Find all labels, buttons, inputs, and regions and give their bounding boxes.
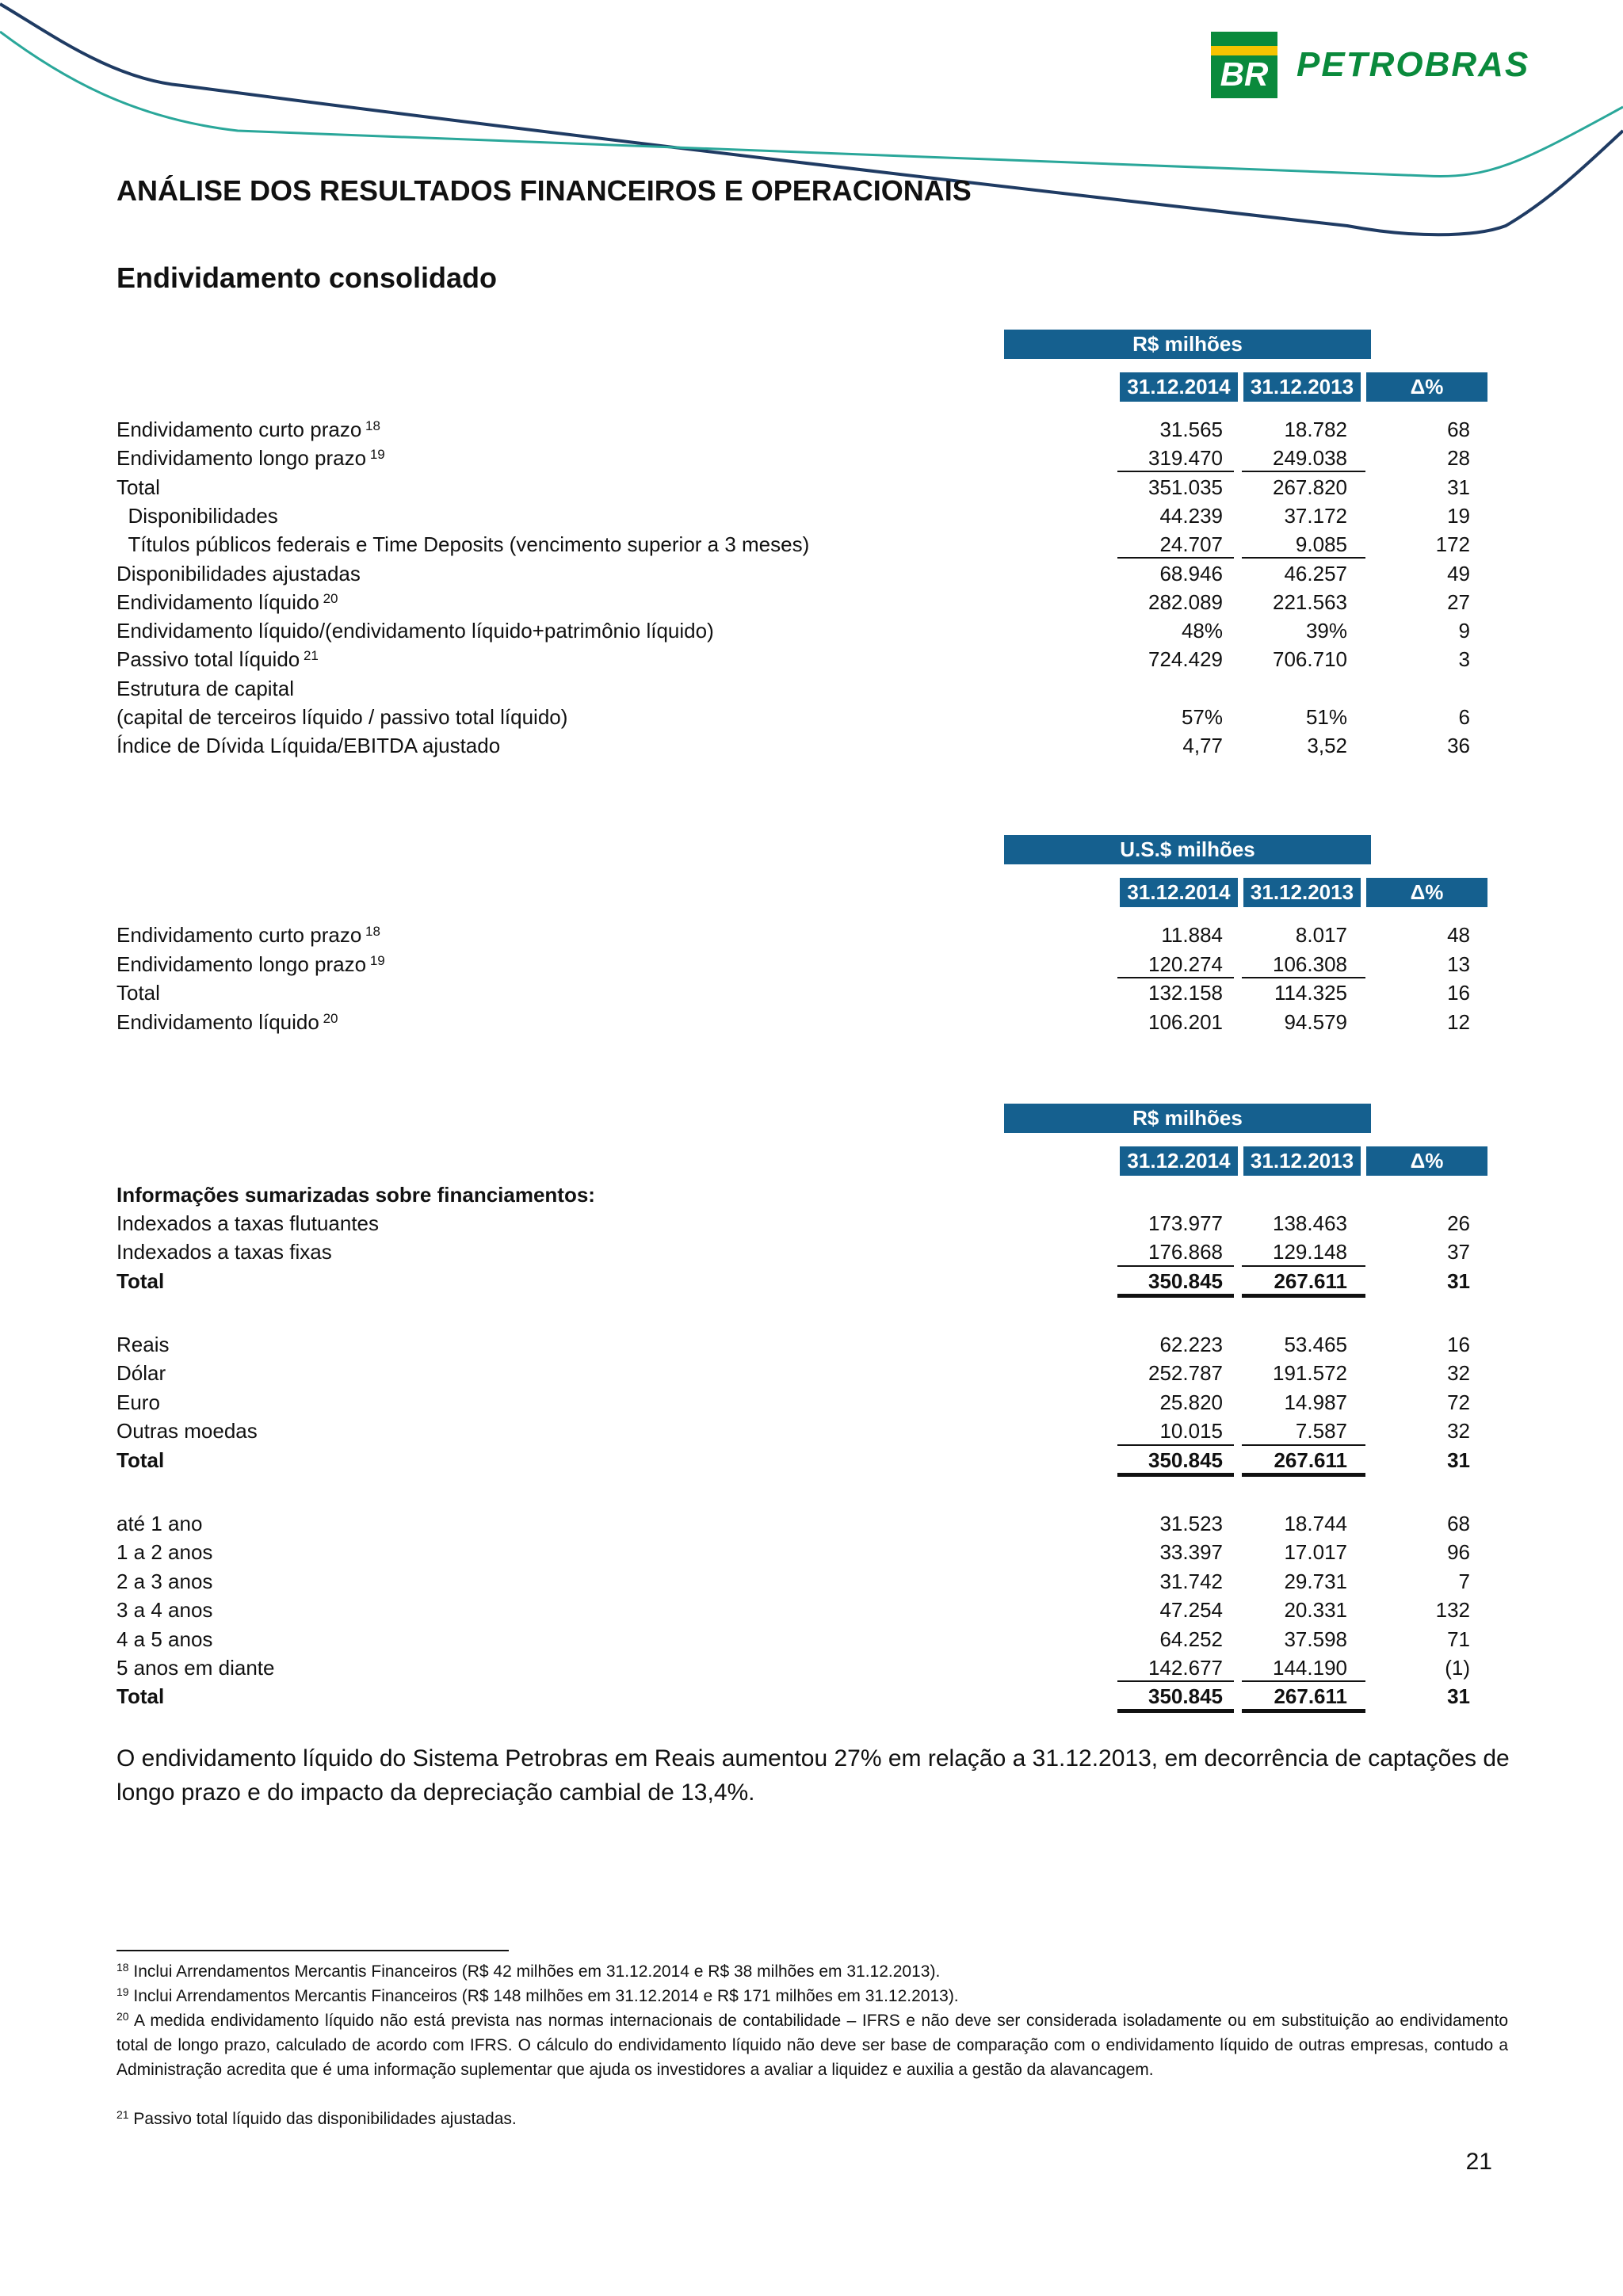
row-label: Reais [116, 1333, 170, 1356]
cell-2014: 47.254 [1159, 1598, 1223, 1623]
cell-2013: 51% [1305, 705, 1347, 729]
cell-delta: 12 [1447, 1009, 1470, 1034]
cell-2014: 11.884 [1161, 923, 1223, 947]
table1-col1: 31.12.2014 [1120, 372, 1238, 402]
cell-2013: 267.611 [1274, 1447, 1347, 1472]
cell-delta: 68 [1447, 1512, 1470, 1535]
cell-2014: 33.397 [1159, 1540, 1223, 1565]
row-label: Endividamento líquido/(endividamento líquido+patrimônio líquido) [116, 619, 714, 643]
row-label: Total [116, 1684, 165, 1709]
cell-2013: 129.148 [1273, 1240, 1347, 1264]
footnote-ref: 18 [361, 924, 380, 939]
cell-2013: 17.017 [1284, 1540, 1347, 1565]
cell-2013: 37.598 [1284, 1627, 1347, 1651]
cell-2013: 3,52 [1307, 734, 1347, 758]
cell-2014: 31.565 [1159, 418, 1223, 441]
cell-2013: 249.038 [1273, 446, 1347, 471]
table-row [116, 978, 1487, 1007]
total-double-rule [1117, 1294, 1234, 1298]
cell-delta: 19 [1447, 503, 1470, 528]
row-label: 4 a 5 anos [116, 1627, 213, 1651]
cell-2013: 8.017 [1295, 923, 1347, 947]
cell-2014: 31.523 [1159, 1512, 1223, 1535]
cell-2013: 221.563 [1273, 589, 1347, 614]
row-label: Total [116, 1268, 165, 1293]
cell-2014: 64.252 [1159, 1627, 1223, 1651]
table-row [116, 473, 1487, 502]
row-label: Passivo total líquido $^{21}$ [116, 647, 319, 672]
table2-col3: Δ% [1366, 878, 1487, 907]
footnote-ref: 20 [319, 1010, 338, 1026]
cell-2014: 724.429 [1148, 647, 1223, 672]
cell-delta: 3 [1458, 647, 1470, 672]
cell-2013: 39% [1305, 619, 1347, 643]
cell-delta: 31 [1447, 1684, 1470, 1709]
footnote: $^{19}$ Inclui Arrendamentos Mercantis Financeiros (R$ 148 milhões em 31.12.2014 e R$ 171 milhões em 31.12.2013). [116, 1985, 959, 2005]
cell-delta: 36 [1447, 734, 1470, 758]
cell-delta: 31 [1447, 1447, 1470, 1472]
page-number: 21 [1465, 2149, 1492, 2175]
cell-delta: 32 [1447, 1419, 1470, 1444]
row-label: 2 a 3 anos [116, 1569, 213, 1593]
cell-2013: 267.611 [1274, 1684, 1347, 1709]
table2-unit: U.S.$ milhões [1004, 835, 1371, 864]
total-double-rule [1242, 1709, 1365, 1713]
row-label: Dólar [116, 1361, 166, 1386]
cell-delta: 96 [1447, 1540, 1470, 1565]
page-title: ANÁLISE DOS RESULTADOS FINANCEIROS E OPERACIONAIS [116, 174, 972, 207]
footnote: $^{18}$ Inclui Arrendamentos Mercantis Financeiros (R$ 42 milhões em 31.12.2014 e R$ 38 milhões em 31.12.2013). [116, 1961, 941, 1981]
cell-delta: 37 [1447, 1240, 1470, 1264]
footnote-ref: 18 [361, 418, 380, 433]
cell-2014: 68.946 [1159, 561, 1223, 585]
table3-col2: 31.12.2013 [1243, 1146, 1361, 1176]
cell-2013: 267.611 [1274, 1268, 1347, 1293]
logo-wordmark: PETROBRAS [1296, 45, 1530, 84]
table-row [116, 1267, 1487, 1295]
table3-col1: 31.12.2014 [1120, 1146, 1238, 1176]
cell-2013: 14.987 [1284, 1390, 1347, 1414]
cell-delta: 72 [1447, 1390, 1470, 1414]
cell-2014: 319.470 [1148, 446, 1223, 471]
row-label: Endividamento curto prazo $^{18}$ [116, 418, 380, 441]
table-row [116, 559, 1487, 588]
footnote-ref: 19 [366, 447, 385, 463]
row-label: Endividamento líquido $^{20}$ [116, 589, 338, 614]
section-title: Endividamento consolidado [116, 261, 498, 294]
total-double-rule [1117, 1709, 1234, 1713]
footnote: $^{20}$ A medida endividamento líquido não está prevista nas normas internacionais de contabilidade – IFRS e não deve ser considerada isoladamente ou em substituição ao endividamento total de longo prazo, calculado de acordo com IFRS. O cálculo do endividamento líquido não deve ser base de comparação com o endividamento líquido de outras empresas, contudo a Administração acredita que é uma informação suplementar que ajuda os investidores a avaliar a liquidez e auxilia a gestão da alavancagem. [116, 2010, 1508, 2079]
cell-2013: 191.572 [1273, 1361, 1347, 1386]
cell-2014: 132.158 [1148, 981, 1223, 1005]
cell-2013: 267.820 [1273, 475, 1347, 499]
cell-2013: 46.257 [1284, 561, 1347, 585]
cell-2014: 282.089 [1148, 589, 1223, 614]
cell-2014: 142.677 [1148, 1656, 1223, 1680]
cell-2013: 144.190 [1273, 1656, 1347, 1680]
table-row [116, 674, 1487, 703]
table-row [116, 1653, 1487, 1682]
footnote-separator [116, 1950, 509, 1951]
cell-2013: 53.465 [1284, 1333, 1347, 1356]
cell-2013: 18.782 [1284, 418, 1347, 441]
cell-2014: 350.845 [1148, 1684, 1223, 1709]
body-paragraph: O endividamento líquido do Sistema Petrobras em Reais aumentou 27% em relação a 31.12.2013, em decorrência de captações de longo prazo e do impacto da depreciação cambial de 13,4%. [116, 1745, 1510, 1806]
cell-2013: 29.731 [1284, 1569, 1347, 1593]
cell-delta: 28 [1447, 446, 1470, 471]
cell-delta: 7 [1458, 1569, 1470, 1593]
cell-2014: 25.820 [1159, 1390, 1223, 1414]
row-label: 1 a 2 anos [116, 1540, 213, 1565]
row-label: Endividamento longo prazo $^{19}$ [116, 446, 385, 471]
row-label: Endividamento líquido $^{20}$ [116, 1009, 338, 1034]
table-row [116, 645, 1487, 673]
cell-delta: 6 [1458, 705, 1470, 729]
table-row [116, 1417, 1487, 1445]
table-row [116, 530, 1487, 559]
cell-2014: 106.201 [1148, 1009, 1223, 1034]
row-label: Total [116, 981, 160, 1005]
cell-2013: 138.463 [1273, 1211, 1347, 1235]
cell-2013: 9.085 [1295, 532, 1347, 557]
total-double-rule [1242, 1473, 1365, 1477]
table-row [116, 588, 1487, 616]
row-label: 5 anos em diante [116, 1656, 275, 1680]
cell-2013: 106.308 [1273, 952, 1347, 976]
table-row [116, 1209, 1487, 1238]
cell-2013: 18.744 [1284, 1512, 1347, 1535]
table-row [116, 1538, 1487, 1566]
cell-2014: 31.742 [1159, 1569, 1223, 1593]
table2-col1: 31.12.2014 [1120, 878, 1238, 907]
table-row [116, 1596, 1487, 1624]
table-row [116, 444, 1487, 472]
cell-2014: 350.845 [1148, 1268, 1223, 1293]
table-row [116, 1567, 1487, 1596]
row-label: Endividamento longo prazo $^{19}$ [116, 952, 385, 976]
table-row [116, 731, 1487, 760]
cell-2014: 62.223 [1159, 1333, 1223, 1356]
footnote-ref: 20 [319, 590, 338, 606]
table-row [116, 703, 1487, 731]
cell-delta: 48 [1447, 923, 1470, 947]
table-row [116, 950, 1487, 978]
footnote: $^{21}$ Passivo total líquido das disponibilidades ajustadas. [116, 2108, 517, 2128]
cell-2014: 4,77 [1182, 734, 1223, 758]
cell-delta: 132 [1435, 1598, 1470, 1623]
row-label: Indexados a taxas fixas [116, 1240, 332, 1264]
table3-heading: Informações sumarizadas sobre financiamentos: [116, 1183, 595, 1207]
row-label: Outras moedas [116, 1419, 258, 1444]
cell-delta: 9 [1458, 619, 1470, 643]
cell-2014: 351.035 [1148, 475, 1223, 499]
table-row [116, 1008, 1487, 1036]
cell-2013: 114.325 [1274, 981, 1347, 1005]
table1-unit: R$ milhões [1004, 330, 1371, 359]
cell-2013: 706.710 [1273, 647, 1347, 672]
table-row [116, 1359, 1487, 1387]
table2-col2: 31.12.2013 [1243, 878, 1361, 907]
cell-delta: 16 [1447, 981, 1470, 1005]
table-row [116, 415, 1487, 444]
row-label: Estrutura de capital [116, 676, 295, 700]
footnote-ref: 19 [366, 952, 385, 968]
cell-delta: 31 [1447, 1268, 1470, 1293]
table-row [116, 616, 1487, 645]
cell-delta: 32 [1447, 1361, 1470, 1386]
table3-col3: Δ% [1366, 1146, 1487, 1176]
table-row [116, 1446, 1487, 1474]
cell-2014: 350.845 [1148, 1447, 1223, 1472]
table-row [116, 1238, 1487, 1266]
cell-delta: 26 [1447, 1211, 1470, 1235]
total-double-rule [1242, 1294, 1365, 1298]
cell-delta: 31 [1447, 475, 1470, 499]
cell-2013: 37.172 [1284, 503, 1347, 528]
cell-2014: 24.707 [1159, 532, 1223, 557]
cell-delta: 68 [1447, 418, 1470, 441]
table1-col2: 31.12.2013 [1243, 372, 1361, 402]
cell-delta: 27 [1447, 589, 1470, 614]
row-label: Euro [116, 1390, 160, 1414]
cell-2014: 252.787 [1148, 1361, 1223, 1386]
row-label: Total [116, 1447, 165, 1472]
cell-2014: 48% [1181, 619, 1223, 643]
row-label: Endividamento curto prazo $^{18}$ [116, 923, 380, 947]
table-row [116, 1682, 1487, 1711]
table-row [116, 1625, 1487, 1653]
cell-2014: 10.015 [1159, 1419, 1223, 1444]
row-label: Índice de Dívida Líquida/EBITDA ajustado [116, 734, 501, 758]
table3-unit: R$ milhões [1004, 1104, 1371, 1133]
petrobras-logo [1211, 32, 1529, 98]
row-label: 3 a 4 anos [116, 1598, 213, 1623]
table-row [116, 502, 1487, 530]
cell-2013: 94.579 [1284, 1009, 1347, 1034]
total-double-rule [1117, 1473, 1234, 1477]
row-label: Disponibilidades ajustadas [116, 561, 361, 585]
row-label: até 1 ano [116, 1512, 203, 1535]
footnote-ref: 21 [300, 648, 319, 664]
cell-2014: 176.868 [1148, 1240, 1223, 1264]
table-row [116, 1388, 1487, 1417]
row-label: Títulos públicos federais e Time Deposits (vencimento superior a 3 meses) [116, 532, 810, 557]
cell-delta: 49 [1447, 561, 1470, 585]
cell-2013: 7.587 [1295, 1419, 1347, 1444]
cell-2014: 57% [1181, 705, 1223, 729]
cell-delta: (1) [1445, 1656, 1470, 1680]
cell-2013: 20.331 [1284, 1598, 1347, 1623]
cell-2014: 173.977 [1148, 1211, 1223, 1235]
row-label: Total [116, 475, 160, 499]
cell-delta: 71 [1447, 1627, 1470, 1651]
table1-col3: Δ% [1366, 372, 1487, 402]
table-row [116, 921, 1487, 949]
br-logo-mark: BR [1211, 32, 1277, 98]
cell-delta: 16 [1447, 1333, 1470, 1356]
cell-2014: 44.239 [1159, 503, 1223, 528]
table-row [116, 1509, 1487, 1538]
cell-2014: 120.274 [1148, 952, 1223, 976]
row-label: Indexados a taxas flutuantes [116, 1211, 380, 1235]
row-label: Disponibilidades [116, 503, 278, 528]
cell-delta: 13 [1447, 952, 1470, 976]
row-label: (capital de terceiros líquido / passivo total líquido) [116, 705, 568, 729]
cell-delta: 172 [1435, 532, 1470, 557]
table-row [116, 1330, 1487, 1359]
